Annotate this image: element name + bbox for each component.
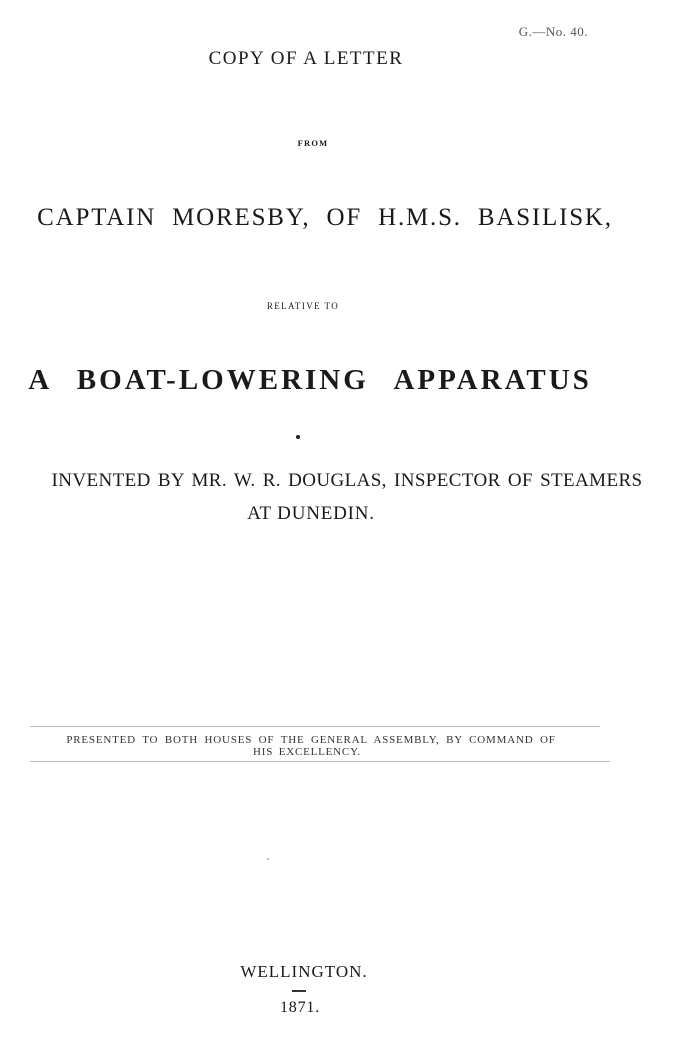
paper-speck: [267, 858, 269, 860]
title-from: FROM: [297, 138, 329, 148]
title-copy-of-a-letter: COPY OF A LETTER: [208, 48, 404, 69]
paper-reference: G.—No. 40.: [518, 24, 588, 39]
title-at-dunedin: AT DUNEDIN.: [247, 503, 375, 524]
title-boat-lowering-apparatus: A BOAT-LOWERING APPARATUS: [28, 364, 592, 396]
presentation-line-2: HIS EXCELLENCY.: [253, 746, 361, 758]
title-captain-moresby: CAPTAIN MORESBY, OF H.M.S. BASILISK,: [37, 204, 613, 231]
imprint-dash: [292, 990, 306, 992]
title-invented-by: INVENTED BY MR. W. R. DOUGLAS, INSPECTOR OF STEAMERS: [51, 470, 643, 491]
title-relative-to: RELATIVE TO: [266, 301, 340, 311]
imprint-place: WELLINGTON.: [240, 962, 368, 981]
divider-bottom: [30, 761, 610, 762]
presentation-line-1: PRESENTED TO BOTH HOUSES OF THE GENERAL ASSEMBLY, BY COMMAND OF: [66, 734, 556, 746]
imprint-year: 1871.: [280, 999, 320, 1016]
divider-top: [30, 726, 600, 727]
ornament-dot: [296, 435, 300, 439]
